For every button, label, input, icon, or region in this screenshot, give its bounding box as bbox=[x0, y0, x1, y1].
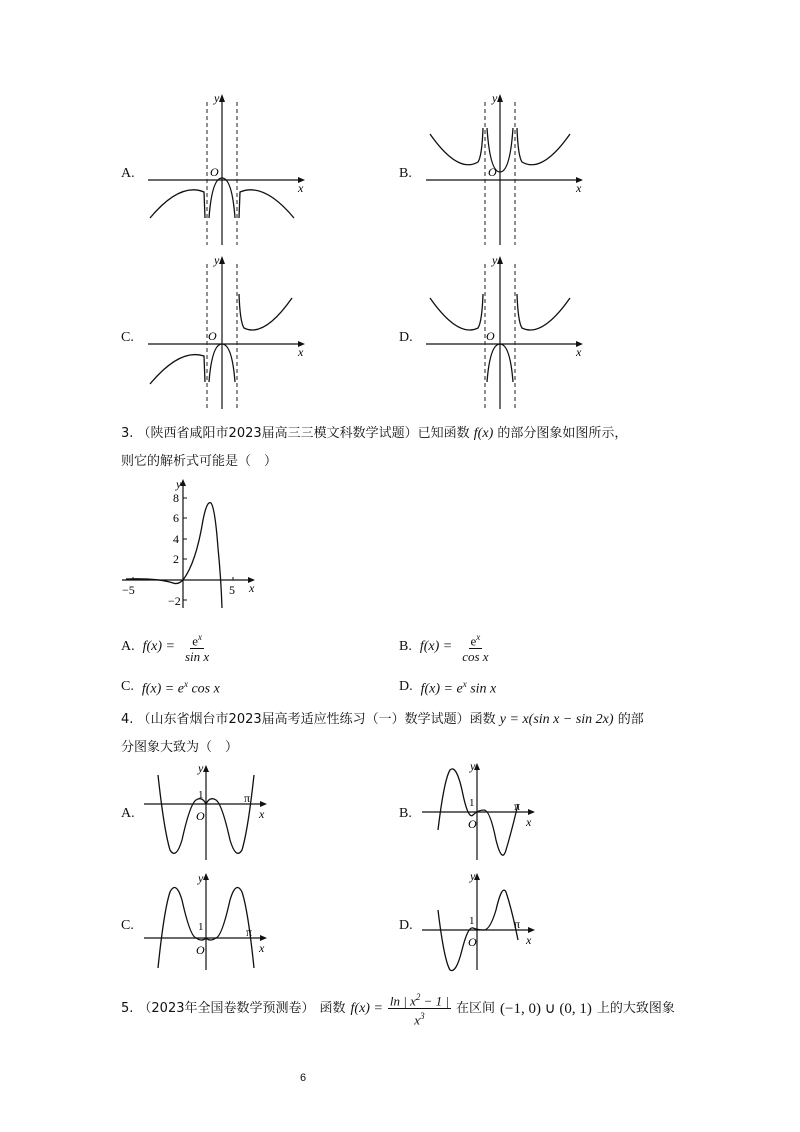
q4-function: y = x(sin x − sin 2x) bbox=[499, 712, 614, 727]
y-tick-label-1: 1 bbox=[469, 797, 475, 809]
curve-left bbox=[430, 128, 483, 165]
y-axis-arrow bbox=[219, 94, 225, 102]
x-tick-label-neg5: −5 bbox=[122, 583, 135, 597]
q3-stem-line2: 则它的解析式可能是（ ） bbox=[121, 454, 278, 469]
x-axis-label: x bbox=[259, 941, 265, 955]
curve-left bbox=[430, 294, 483, 330]
option-expression: $f(x) = e^x$ sin x bbox=[420, 679, 497, 697]
q5-fraction bbox=[388, 990, 451, 1028]
option-label: B. bbox=[399, 639, 412, 655]
y-axis-label: y bbox=[492, 91, 498, 105]
q2-graph-d bbox=[418, 252, 593, 412]
y-axis-arrow bbox=[219, 256, 225, 264]
q3-option-d bbox=[399, 674, 496, 700]
origin-label: O bbox=[488, 165, 497, 179]
q3-source: （陕西省咸阳市2023届高三三模文科数学试题） bbox=[137, 426, 418, 441]
origin-label: O bbox=[486, 329, 495, 343]
q4-stem-line2: 分图象大致为（ ） bbox=[121, 740, 239, 755]
option-expression: $f(x) = e^x$ cos x bbox=[141, 679, 220, 697]
curve-left bbox=[150, 355, 205, 384]
x-axis-label: x bbox=[249, 581, 255, 595]
x-axis-label: x bbox=[298, 181, 304, 195]
q4-number: 4. bbox=[121, 712, 134, 727]
x-axis-label: x bbox=[526, 933, 532, 947]
x-axis-label: x bbox=[526, 815, 532, 829]
y-axis-label: y bbox=[470, 870, 476, 883]
q2-option-a-label: A. bbox=[121, 166, 135, 181]
origin-label: O bbox=[196, 809, 205, 823]
q5-number: 5. bbox=[121, 1000, 134, 1016]
q5-stem bbox=[121, 990, 675, 1028]
q4-stem-line1 bbox=[121, 710, 644, 730]
q4-source: （山东省烟台市2023届高考适应性练习（一）数学试题） bbox=[137, 712, 470, 727]
q3-option-c bbox=[121, 674, 220, 700]
y-tick-label-1: 1 bbox=[469, 915, 475, 927]
q3-stem-line1 bbox=[121, 424, 627, 444]
q3-option-b bbox=[399, 630, 491, 664]
q4-option-d-label: D. bbox=[399, 918, 413, 933]
curve-right bbox=[517, 128, 570, 165]
q4-graph-c bbox=[140, 870, 275, 975]
y-axis-label: y bbox=[176, 478, 182, 491]
y-tick-label-1: 1 bbox=[198, 789, 204, 801]
q4-option-b-label: B. bbox=[399, 806, 412, 821]
pi-label: π bbox=[244, 791, 251, 805]
origin-label: O bbox=[468, 817, 477, 831]
origin-label: O bbox=[210, 165, 219, 179]
q3-stem-a: 已知函数 bbox=[417, 426, 470, 441]
q2-option-d-label: D. bbox=[399, 330, 413, 345]
y-axis-arrow bbox=[203, 873, 209, 880]
q5-stem-c: 上的大致图象 bbox=[596, 1000, 675, 1016]
q5-stem-b: 在区间 bbox=[455, 1000, 495, 1016]
y-axis-label: y bbox=[198, 761, 204, 775]
origin-label: O bbox=[208, 329, 217, 343]
origin-label: O bbox=[196, 943, 205, 957]
y-axis-label: y bbox=[214, 253, 220, 267]
y-axis-label: y bbox=[470, 760, 476, 773]
q3-function: f(x) bbox=[473, 426, 494, 441]
denominator: $x^3$ bbox=[414, 1011, 425, 1028]
x-tick-label-5: 5 bbox=[229, 583, 235, 597]
y-tick-label-2: 2 bbox=[173, 552, 179, 566]
q3-option-a bbox=[121, 630, 211, 664]
q5-interval: (−1, 0) ∪ (0, 1) bbox=[499, 1000, 592, 1017]
q4-graph-d bbox=[418, 870, 553, 975]
option-label: C. bbox=[121, 678, 134, 694]
y-tick-label-1: 1 bbox=[198, 921, 204, 933]
denominator: cos x bbox=[462, 649, 489, 665]
q5-stem-a: 函数 bbox=[319, 1000, 346, 1016]
q3-stem-b: 的部分图象如图所示， bbox=[497, 426, 628, 441]
numerator: ln | $x^2 - 1$ | bbox=[389, 992, 449, 1009]
option-fraction bbox=[460, 630, 490, 664]
numerator: $e^x$ bbox=[192, 632, 202, 649]
y-axis-arrow bbox=[497, 256, 503, 264]
y-tick-label-6: 6 bbox=[173, 511, 179, 525]
x-axis-label: x bbox=[259, 807, 265, 821]
pi-label: π bbox=[514, 799, 521, 813]
q3-graph bbox=[118, 478, 268, 618]
q4-stem-b: 的部 bbox=[617, 712, 644, 727]
q4-option-c-label: C. bbox=[121, 918, 134, 933]
y-axis-label: y bbox=[198, 871, 204, 885]
option-lhs: f(x) = bbox=[142, 639, 175, 655]
x-axis-label: x bbox=[576, 181, 582, 195]
y-axis-label: y bbox=[214, 91, 220, 105]
option-label: D. bbox=[399, 678, 413, 694]
q5-lhs: f(x) = bbox=[350, 1000, 383, 1016]
option-label: A. bbox=[121, 639, 135, 655]
y-axis-label: y bbox=[492, 253, 498, 267]
numerator: $e^x$ bbox=[470, 632, 481, 649]
q2-option-c-label: C. bbox=[121, 330, 134, 345]
y-tick-label-4: 4 bbox=[173, 532, 179, 546]
q4-graph-b bbox=[418, 760, 553, 865]
curve-right bbox=[239, 190, 294, 218]
x-axis-label: x bbox=[576, 345, 582, 359]
curve-left bbox=[150, 190, 205, 218]
y-axis-arrow bbox=[203, 765, 209, 772]
q2-graph-a bbox=[140, 90, 315, 250]
option-lhs: f(x) = bbox=[419, 639, 453, 655]
curve-right bbox=[239, 294, 292, 330]
q5-source: （2023年全国卷数学预测卷） bbox=[138, 1000, 315, 1016]
y-axis-arrow bbox=[497, 94, 503, 102]
page-number: 6 bbox=[300, 1072, 307, 1084]
q4-option-a-label: A. bbox=[121, 806, 135, 821]
option-fraction bbox=[183, 630, 211, 664]
pi-label: π bbox=[246, 925, 253, 939]
y-tick-label-8: 8 bbox=[173, 491, 179, 505]
q2-graph-b bbox=[418, 90, 593, 250]
x-axis-label: x bbox=[298, 345, 304, 359]
q2-option-b-label: B. bbox=[399, 166, 412, 181]
origin-label: O bbox=[468, 935, 477, 949]
q4-graph-a bbox=[140, 760, 275, 865]
y-tick-label-neg2: −2 bbox=[168, 594, 181, 608]
q2-graph-c bbox=[140, 252, 315, 412]
curve-right bbox=[517, 294, 570, 330]
q3-number: 3. bbox=[121, 426, 134, 441]
q4-stem-a: 函数 bbox=[469, 712, 496, 727]
pi-label: π bbox=[514, 917, 521, 931]
denominator: sin x bbox=[185, 649, 210, 665]
